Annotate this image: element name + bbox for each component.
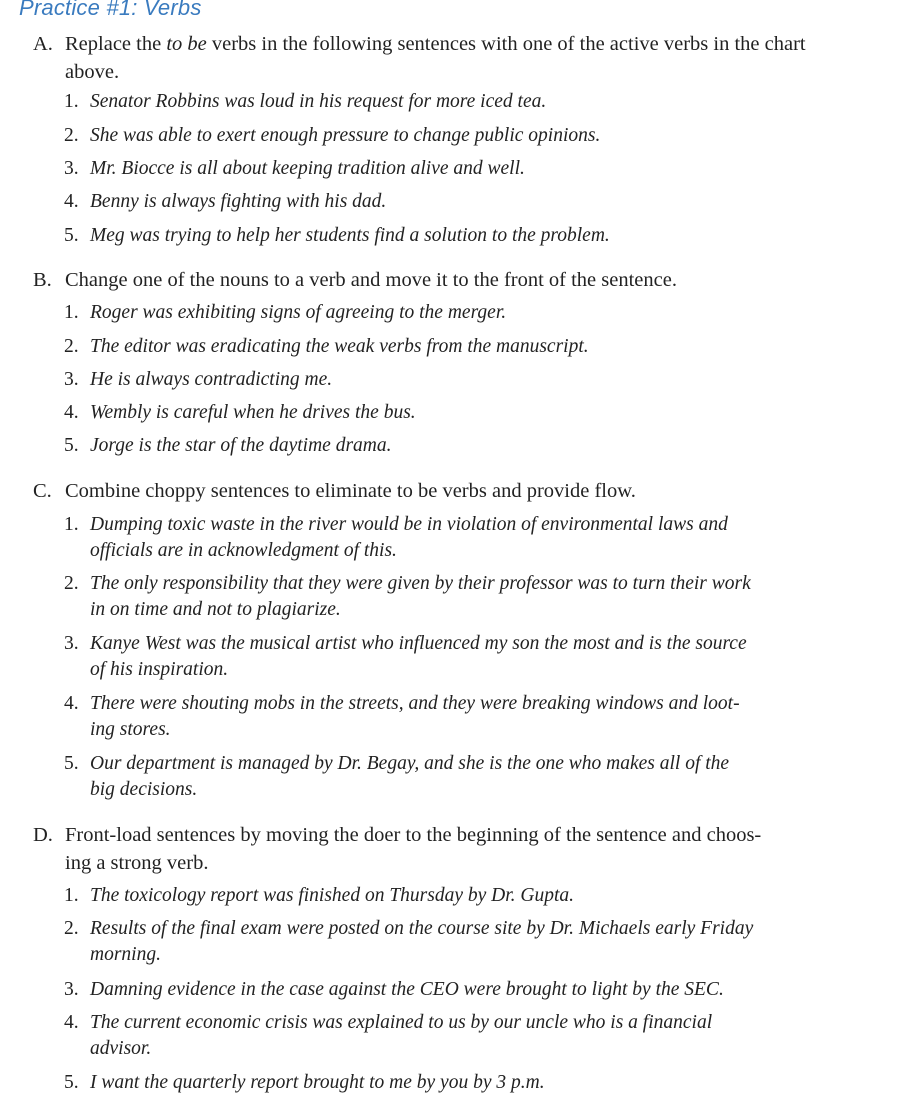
- item-number: 5.: [64, 435, 79, 456]
- item-text-line: Results of the final exam were posted on the course site by Dr. Michaels early Friday: [90, 918, 754, 939]
- item-text: The editor was eradicating the weak verbs from the manuscript.: [90, 336, 589, 357]
- item-text: Mr. Biocce is all about keeping tradition alive and well.: [90, 158, 525, 179]
- item-text-line: morning.: [90, 944, 161, 965]
- item-number: 5.: [64, 225, 79, 246]
- item-number: 3.: [64, 979, 79, 1000]
- item-text: The toxicology report was finished on Thursday by Dr. Gupta.: [90, 885, 575, 906]
- item-number: 1.: [64, 302, 79, 323]
- item-text: I want the quarterly report brought to me by you by 3 p.m.: [90, 1072, 545, 1093]
- instruction-text-start: Replace the: [65, 33, 167, 55]
- item-number: 4.: [64, 693, 79, 714]
- page-title: Practice #1: Verbs: [19, 0, 202, 20]
- item-number: 1.: [64, 91, 79, 112]
- item-text: Roger was exhibiting signs of agreeing to the merger.: [90, 302, 507, 323]
- item-text-line: in on time and not to plagiarize.: [90, 599, 341, 620]
- item-text-line: Dumping toxic waste in the river would be in violation of environmental laws and: [90, 514, 728, 535]
- item-number: 2.: [64, 125, 79, 146]
- item-number: 2.: [64, 918, 79, 939]
- section-letter: C.: [33, 480, 52, 502]
- item-text-line: There were shouting mobs in the streets, and they were breaking windows and loot-: [90, 693, 740, 714]
- section-letter: B.: [33, 269, 52, 291]
- item-text-line: The only responsibility that they were given by their professor was to turn their work: [90, 573, 751, 594]
- item-text: Wembly is careful when he drives the bus.: [90, 402, 416, 423]
- section-instruction: [65, 30, 855, 86]
- item-text-line: ing stores.: [90, 719, 171, 740]
- item-number: 4.: [64, 1012, 79, 1033]
- item-text: He is always contradicting me.: [90, 369, 333, 390]
- item-text-line: The current economic crisis was explained to us by our uncle who is a financial: [90, 1012, 713, 1033]
- item-text: She was able to exert enough pressure to change public opinions.: [90, 125, 601, 146]
- item-number: 2.: [64, 573, 79, 594]
- section-letter: D.: [33, 824, 53, 846]
- item-number: 2.: [64, 336, 79, 357]
- item-number: 3.: [64, 369, 79, 390]
- item-text: Jorge is the star of the daytime drama.: [90, 435, 392, 456]
- section-instruction: Change one of the nouns to a verb and move it to the front of the sentence.: [65, 269, 677, 291]
- item-text-line: of his inspiration.: [90, 659, 229, 680]
- item-text: Senator Robbins was loud in his request for more iced tea.: [90, 91, 547, 112]
- item-text: Damning evidence in the case against the CEO were brought to light by the SEC.: [90, 979, 724, 1000]
- item-number: 1.: [64, 885, 79, 906]
- item-number: 3.: [64, 158, 79, 179]
- item-text-line: Our department is managed by Dr. Begay, and she is the one who makes all of the: [90, 753, 730, 774]
- item-number: 4.: [64, 191, 79, 212]
- item-text: Meg was trying to help her students find a solution to the problem.: [90, 225, 610, 246]
- item-text-line: advisor.: [90, 1038, 152, 1059]
- item-number: 4.: [64, 402, 79, 423]
- section-instruction: Combine choppy sentences to eliminate to be verbs and provide flow.: [65, 480, 636, 502]
- item-number: 3.: [64, 633, 79, 654]
- section-letter: A.: [33, 33, 53, 55]
- item-number: 1.: [64, 514, 79, 535]
- instruction-text-end: verbs in the following sentences with one of the active verbs in the chart above.: [65, 33, 806, 83]
- item-text-line: officials are in acknowledgment of this.: [90, 540, 397, 561]
- section-instruction-line: ing a strong verb.: [65, 852, 209, 874]
- item-text-line: Kanye West was the musical artist who influenced my son the most and is the source: [90, 633, 747, 654]
- section-instruction-line: Front-load sentences by moving the doer to the beginning of the sentence and choos-: [65, 824, 762, 846]
- item-number: 5.: [64, 753, 79, 774]
- item-text: Benny is always fighting with his dad.: [90, 191, 387, 212]
- item-number: 5.: [64, 1072, 79, 1093]
- instruction-emphasis: to be: [166, 33, 207, 55]
- item-text-line: big decisions.: [90, 779, 198, 800]
